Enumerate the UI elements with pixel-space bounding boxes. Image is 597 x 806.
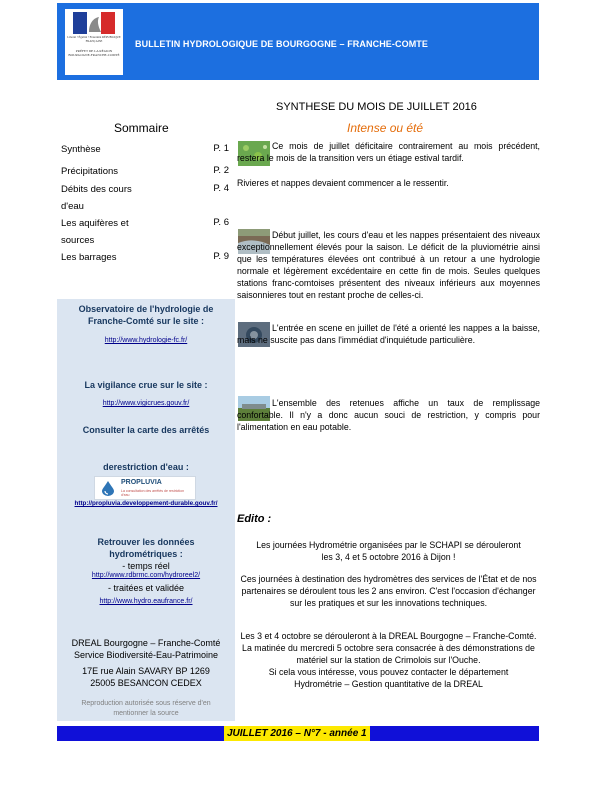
toc-item-label: Synthèse <box>61 144 101 155</box>
edito-paragraph-1: Les journées Hydrométrie organisées par le SCHAPI se dérouleront les 3, 4 et 5 octobre 2016 à Dijon ! <box>256 540 521 562</box>
synthese-paragraph-4: L'ensemble des retenues affiche un taux de remplissage confortable. Il n'y a donc aucun souci de restriction, y compris pour l'alimentation en eau potable. <box>237 398 540 432</box>
toc-item-page: P. 6 <box>213 217 229 228</box>
toc-item-label: Débits des cours d'eau <box>61 184 132 212</box>
toc-item-label: Précipitations <box>61 166 119 177</box>
marianne-flag-icon <box>73 12 115 34</box>
synthese-paragraph-2: Début juillet, les cours d'eau et les nappes présentaient des niveaux exceptionnellement élevés pour la saison. Le déficit de la pluviométrie ainsi que les températures élevées ont contribué à un retour a une hydrologie normale et légèrement excédentaire en cette fin de mois. Seules quelques stations franc-comtoises présentent des niveaux inférieurs aux moyennes saisonnieres tout en restant proche de celles-ci. <box>237 230 540 300</box>
observatoire-text: Observatoire de l'hydrologie de Franche-Comté sur le site : <box>78 304 214 326</box>
sommaire-title: Sommaire <box>114 121 169 135</box>
sidebar-info-box <box>57 299 235 721</box>
reproduction-notice: Reproduction autorisée sous réserve d'en mentionner la source <box>81 700 211 717</box>
prefet-logo <box>65 9 123 75</box>
issue-label: JUILLET 2016 – N°7 - année 1 <box>224 726 370 741</box>
arretes-text: Consulter la carte des arrêtés <box>82 425 210 435</box>
toc-item-page: P. 4 <box>213 183 229 194</box>
edito-paragraph-3: Les 3 et 4 octobre se dérouleront à la DREAL Bourgogne – Franche-Comté. La matinée du mercredi 5 octobre sera consacrée à des démonstrations de matériel sur la station de Crimolois sur l'Ouche. <box>240 631 537 665</box>
toc-item-aquiferes[interactable] <box>57 215 233 249</box>
toc-item-precipitations[interactable] <box>57 163 233 181</box>
edito-paragraph-4: Si cela vous intéresse, vous pouvez contacter le département Hydrométrie – Gestion quantitative de la DREAL <box>268 667 509 689</box>
edito-title: Edito : <box>237 513 272 525</box>
synthese-paragraph-1b: Rivieres et nappes devaient commencer a le ressentir. <box>237 178 449 188</box>
toc-item-page: P. 9 <box>213 251 229 262</box>
propluvia-name: PROPLUVIA <box>121 479 162 486</box>
traitees-text: - traitées et validée <box>107 583 185 593</box>
toc-item-label: Les aquifères et sources <box>61 218 129 246</box>
toc-item-synthese[interactable] <box>57 141 233 163</box>
vigilance-text: La vigilance crue sur le site : <box>84 380 208 390</box>
propluvia-link[interactable]: http://propluvia.developpement-durable.gouv.fr/ <box>74 500 218 507</box>
toc-item-label: Les barrages <box>61 252 117 263</box>
dreal-name: DREAL Bourgogne – Franche-Comté <box>71 638 221 648</box>
rdbrmc-link[interactable]: http://www.rdbrmc.com/hydroreel2/ <box>91 572 201 579</box>
observatoire-link[interactable]: http://www.hydrologie-fc.fr/ <box>104 337 188 344</box>
droplet-icon <box>99 480 117 496</box>
vigicrues-link[interactable]: http://www.vigicrues.gouv.fr/ <box>102 400 190 407</box>
logo-motto: Liberté • Égalité • Fraternité RÉPUBLIQUE FRANÇAISE <box>67 35 121 43</box>
footer-bar <box>57 726 539 741</box>
address-line-2: 25005 BESANCON CEDEX <box>90 678 202 688</box>
toc-item-page: P. 2 <box>213 165 229 176</box>
logo-organization: PRÉFET DE LA RÉGION BOURGOGNE-FRANCHE-COMTÉ <box>68 49 120 58</box>
address-line-1: 17E rue Alain SAVARY BP 1269 <box>82 666 210 676</box>
edito-paragraph-2: Ces journées à destination des hydromètres des services de l'État et de nos partenaires se déroulent tous les 2 ans environ. C'est l'occasion d'échanger sur les pratiques et sur les innovations techniques. <box>240 574 537 608</box>
synthese-paragraph-1: Ce mois de juillet déficitaire contrairement au mois précédent, restera le mois de la transition vers un étiage estival tardif. <box>237 141 540 163</box>
page-title: SYNTHESE DU MOIS DE JUILLET 2016 <box>276 101 477 113</box>
dreal-service: Service Biodiversité-Eau-Patrimoine <box>73 650 219 660</box>
hydro-eaufrance-link[interactable]: http://www.hydro.eaufrance.fr/ <box>99 598 193 605</box>
synthese-paragraph-3: L'entrée en scene en juillet de l'été a orienté les nappes a la baisse, mais ne suscite pas dans l'immédiat d'inquiétude particulière. <box>237 323 540 345</box>
restriction-text: derestriction d'eau : <box>103 462 189 472</box>
retrouver-text: Retrouver les données hydrométriques : <box>97 537 195 559</box>
propluvia-logo[interactable] <box>94 476 196 500</box>
toc-item-page: P. 1 <box>213 143 229 154</box>
bulletin-title: BULLETIN HYDROLOGIQUE DE BOURGOGNE – FRANCHE-COMTE <box>135 39 429 49</box>
temps-reel-text: - temps réel <box>122 561 170 571</box>
toc-item-debits[interactable] <box>57 181 233 215</box>
toc-item-barrages[interactable] <box>57 249 233 267</box>
page-subtitle: Intense ou été <box>347 121 424 135</box>
table-of-contents <box>57 141 233 267</box>
header-banner <box>57 3 539 80</box>
propluvia-tagline: La consultation des arrêtés de restriction d'eau <box>121 489 185 497</box>
